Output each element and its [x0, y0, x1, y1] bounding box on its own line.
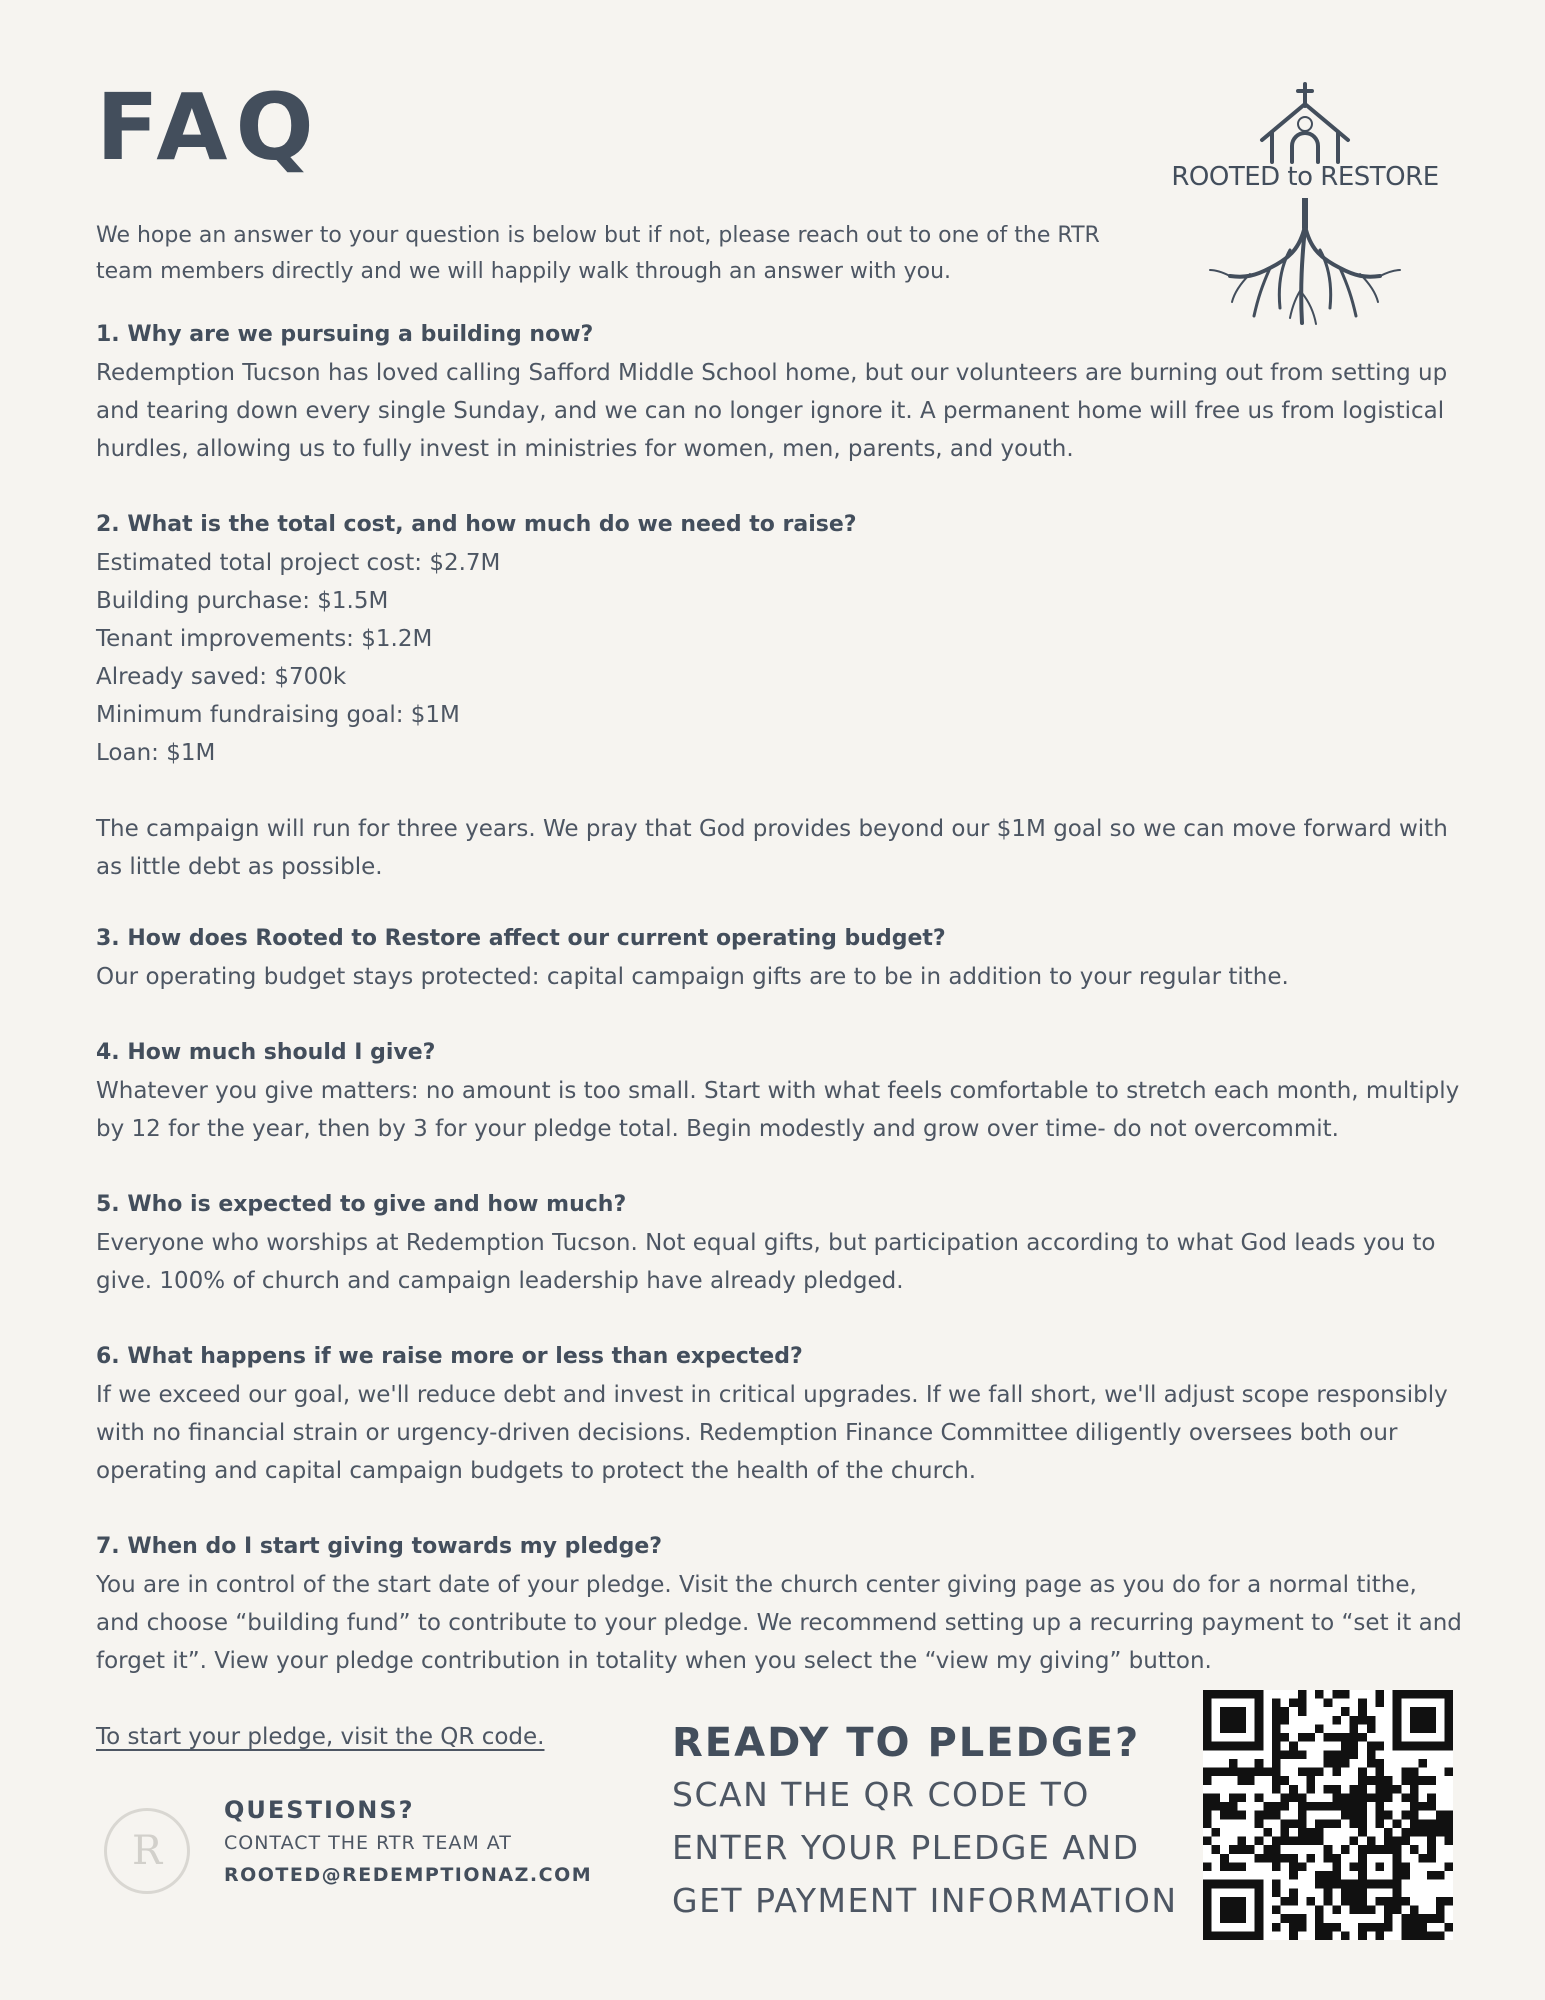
contact-email-link[interactable]: ROOTED@REDEMPTIONAZ.COM	[224, 1864, 593, 1886]
faq-item-5	[96, 1186, 1466, 1300]
cost-line-total: Estimated total project cost: $2.7M	[96, 550, 501, 576]
questions-heading: QUESTIONS?	[224, 1796, 415, 1824]
faq-answer: Redemption Tucson has loved calling Safford Middle School home, but our volunteers are burning out from setting up and tearing down every single Sunday, and we can no longer ignore it. A permanent home will free us from logistical hurdles, allowing us to fully invest in ministries for women, men, parents, and youth.	[96, 360, 1448, 462]
faq-item-3	[96, 920, 1466, 996]
faq-answer: Everyone who worships at Redemption Tucson. Not equal gifts, but participation according to what God leads you to give. 100% of church and campaign leadership have already pledged.	[96, 1230, 1436, 1294]
church-icon	[1150, 78, 1460, 168]
faq-question: 4. How much should I give?	[96, 1040, 436, 1065]
ready-line-1: SCAN THE QR CODE TO	[672, 1775, 1090, 1814]
faq-question: 7. When do I start giving towards my pledge?	[96, 1534, 663, 1559]
cost-line-saved: Already saved: $700k	[96, 664, 347, 690]
faq-question: 5. Who is expected to give and how much?	[96, 1192, 627, 1217]
faq-answer: If we exceed our goal, we'll reduce debt and invest in critical upgrades. If we fall short, we'll adjust scope responsibly with no financial strain or urgency-driven decisions. Redemption Finance Committee diligently oversees both our operating and capital campaign budgets to protect the health of the church.	[96, 1382, 1448, 1484]
faq-item-6	[96, 1338, 1466, 1490]
ready-line-3: GET PAYMENT INFORMATION	[672, 1881, 1178, 1920]
faq-answer: You are in control of the start date of your pledge. Visit the church center giving page as you do for a normal tithe, and choose “building fund” to contribute to your pledge. We recommend setting up a recurring payment to “set it and forget it”. View your pledge contribution in totality when you select the “view my giving” button.	[96, 1572, 1462, 1674]
faq-question: 1. Why are we pursuing a building now?	[96, 322, 594, 347]
ready-line-2: ENTER YOUR PLEDGE AND	[672, 1828, 1140, 1867]
cost-line-goal: Minimum fundraising goal: $1M	[96, 702, 460, 728]
questions-contact-text: CONTACT THE RTR TEAM AT	[224, 1832, 512, 1854]
cost-line-building: Building purchase: $1.5M	[96, 588, 389, 614]
qr-code-icon[interactable]	[1203, 1690, 1453, 1940]
faq-question: 2. What is the total cost, and how much do we need to raise?	[96, 512, 857, 537]
faq-answer: Whatever you give matters: no amount is too small. Start with what feels comfortable to stretch each month, multiply by 12 for the year, then by 3 for your pledge total. Begin modestly and grow over time- do not overcommit.	[96, 1078, 1460, 1142]
cost-line-loan: Loan: $1M	[96, 740, 216, 766]
logo-text: ROOTED to RESTORE	[1171, 162, 1439, 192]
faq-item-2	[96, 506, 1466, 886]
redemption-r-icon: R	[104, 1808, 190, 1894]
ready-to-pledge-heading: READY TO PLEDGE?	[672, 1720, 1141, 1766]
faq-answer: The campaign will run for three years. We pray that God provides beyond our $1M goal so we can move forward with as little debt as possible.	[96, 816, 1448, 880]
faq-answer: Our operating budget stays protected: capital campaign gifts are to be in addition to your regular tithe.	[96, 964, 1289, 990]
intro-text: We hope an answer to your question is below but if not, please reach out to one of the RTR team members directly and we will happily walk through an answer with you.	[96, 223, 1100, 284]
rooted-to-restore-logo	[1150, 78, 1460, 338]
pledge-qr-link[interactable]: To start your pledge, visit the QR code.	[96, 1724, 545, 1750]
faq-question: 3. How does Rooted to Restore affect our current operating budget?	[96, 926, 946, 951]
faq-item-1	[96, 316, 1466, 468]
cost-line-tenant: Tenant improvements: $1.2M	[96, 626, 433, 652]
faq-question: 6. What happens if we raise more or less than expected?	[96, 1344, 803, 1369]
faq-item-7	[96, 1528, 1466, 1680]
faq-item-4	[96, 1034, 1466, 1148]
page-title: FAQ	[96, 74, 322, 181]
